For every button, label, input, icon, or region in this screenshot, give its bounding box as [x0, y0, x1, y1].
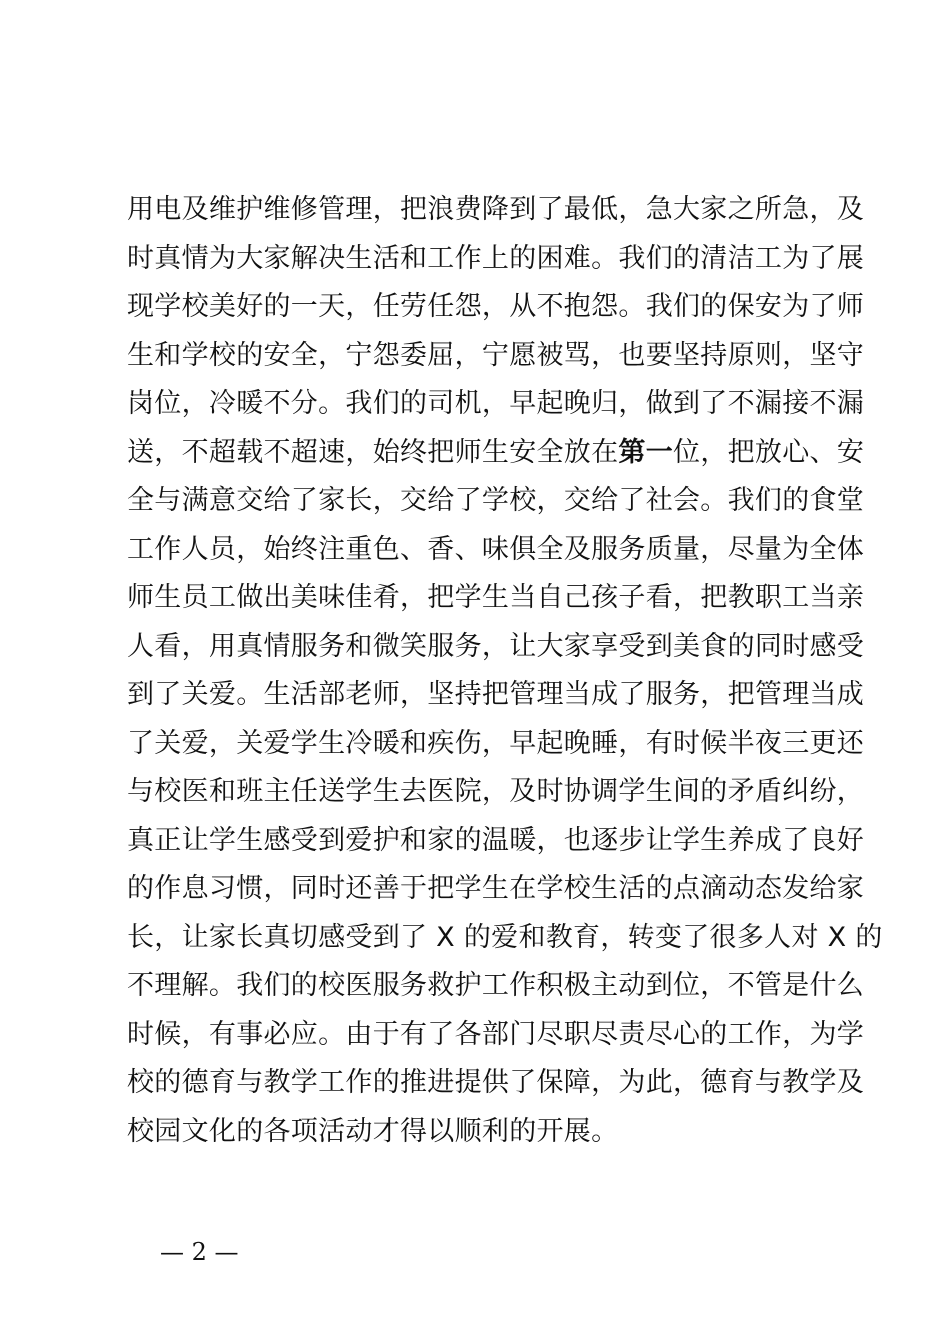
text-line-18: 时候，有事必应。由于有了各部门尽职尽责尽心的工作，为学 [127, 1018, 865, 1050]
page-number: — 2 — [160, 1238, 239, 1266]
text-line-3: 现学校美好的一天，任劳任怨，从不抱怨。我们的保安为了师 [127, 291, 865, 322]
text-line-1: 用电及维护维修管理，把浪费降到了最低，急大家之所急，及 [127, 194, 865, 225]
text-line-13: 与校医和班主任送学生去医院，及时协调学生间的矛盾纠纷， [127, 776, 865, 807]
body-paragraph [127, 186, 883, 1156]
text-line-6-start: 送，不超载不超速，始终把师生安全放在 [127, 436, 619, 468]
text-line-5: 岗位，冷暖不分。我们的司机，早起晚归，做到了不漏接不漏 [127, 388, 865, 419]
text-line-17: 不理解。我们的校医服务救护工作积极主动到位，不管是什么 [127, 970, 865, 1001]
text-line-11: 到了关爱。生活部老师，坚持把管理当成了服务，把管理当成 [127, 679, 865, 710]
text-line-6 [127, 429, 865, 478]
text-line-7: 全与满意交给了家长，交给了学校，交给了社会。我们的食堂 [127, 485, 865, 516]
text-line-12: 了关爱，关爱学生冷暖和疾伤，早起晚睡，有时候半夜三更还 [127, 727, 865, 759]
bold-text: 第一 [618, 436, 674, 468]
text-line-15: 的作息习惯，同时还善于把学生在学校生活的点滴动态发给家 [127, 873, 865, 904]
text-line-14: 真正让学生感受到爱护和家的温暖，也逐步让学生养成了良好 [127, 824, 865, 856]
text-line-9: 师生员工做出美味佳肴，把学生当自己孩子看，把教职工当亲 [127, 582, 865, 613]
text-line-20: 校园文化的各项活动才得以顺利的开展。 [127, 1115, 619, 1147]
text-line-16: 长，让家长真切感受到了 X 的爱和教育，转变了很多人对 X 的 [127, 921, 883, 953]
text-line-2: 时真情为大家解决生活和工作上的困难。我们的清洁工为了展 [127, 242, 865, 274]
text-line-10: 人看，用真情服务和微笑服务，让大家享受到美食的同时感受 [127, 630, 865, 662]
text-line-8: 工作人员，始终注重色、香、味俱全及服务质量，尽量为全体 [127, 533, 865, 565]
text-line-4: 生和学校的安全，宁怨委屈，宁愿被骂，也要坚持原则，坚守 [127, 339, 865, 371]
text-line-19: 校的德育与教学工作的推进提供了保障，为此，德育与教学及 [127, 1067, 865, 1098]
text-line-6-end: 位，把放心、安 [673, 436, 865, 468]
